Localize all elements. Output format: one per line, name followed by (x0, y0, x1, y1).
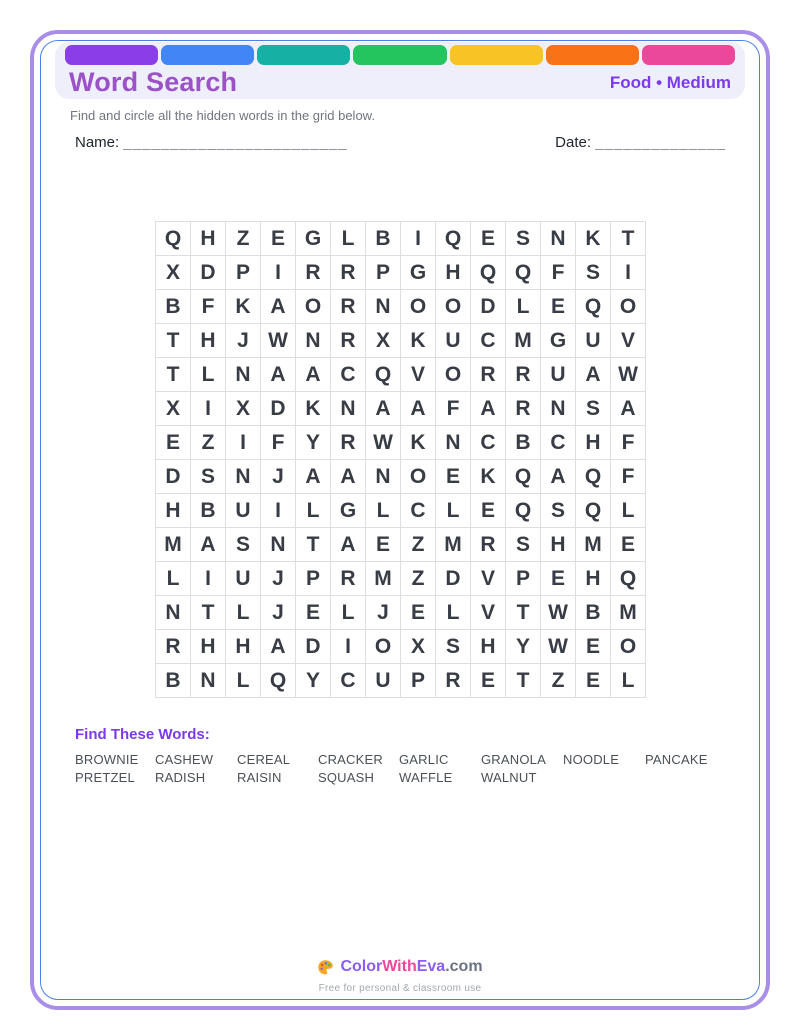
grid-cell: U (226, 494, 261, 528)
grid-cell: M (156, 528, 191, 562)
grid-cell: E (296, 596, 331, 630)
grid-cell: A (261, 290, 296, 324)
grid-cell: F (611, 426, 646, 460)
site-name (340, 958, 482, 976)
grid-cell: S (506, 528, 541, 562)
grid-cell: K (471, 460, 506, 494)
grid-cell: N (541, 392, 576, 426)
grid-cell: T (506, 664, 541, 698)
grid-cell: Q (156, 222, 191, 256)
grid-cell: E (471, 664, 506, 698)
grid-cell: T (156, 358, 191, 392)
grid-cell: V (471, 562, 506, 596)
grid-cell: E (471, 494, 506, 528)
grid-cell: C (471, 426, 506, 460)
word-list-item: PANCAKE (645, 751, 708, 767)
grid-cell: L (296, 494, 331, 528)
grid-cell: R (156, 630, 191, 664)
grid-cell: E (156, 426, 191, 460)
grid-cell: N (366, 290, 401, 324)
title-row (69, 66, 731, 99)
grid-cell: S (576, 256, 611, 290)
grid-cell: L (191, 358, 226, 392)
word-list (75, 750, 740, 786)
grid-cell: L (436, 494, 471, 528)
grid-cell: S (191, 460, 226, 494)
grid-cell: L (331, 596, 366, 630)
site-name-part: Color (340, 958, 383, 975)
grid-cell: X (226, 392, 261, 426)
grid-cell: T (611, 222, 646, 256)
word-list-item: BROWNIE (75, 751, 139, 767)
grid-cell: G (541, 324, 576, 358)
grid-cell: N (541, 222, 576, 256)
grid-cell: D (436, 562, 471, 596)
grid-cell: S (436, 630, 471, 664)
grid-cell: N (226, 460, 261, 494)
date-label: Date: (555, 134, 592, 151)
word-list-item: WAFFLE (399, 769, 453, 785)
grid-cell: Q (506, 460, 541, 494)
grid-cell: N (366, 460, 401, 494)
grid-cell: N (226, 358, 261, 392)
grid-cell: Y (296, 426, 331, 460)
name-blank-line: ________________________ (123, 134, 348, 151)
grid-cell: T (296, 528, 331, 562)
grid-cell: C (331, 358, 366, 392)
grid-cell: A (611, 392, 646, 426)
grid-cell: Q (611, 562, 646, 596)
grid-cell: O (401, 460, 436, 494)
grid-cell: Q (506, 256, 541, 290)
grid-cell: R (331, 426, 366, 460)
grid-cell: S (576, 392, 611, 426)
grid-cell: B (576, 596, 611, 630)
grid-cell: P (366, 256, 401, 290)
grid-cell: K (401, 324, 436, 358)
grid-cell: R (471, 528, 506, 562)
grid-cell: D (156, 460, 191, 494)
word-list-item: SQUASH (318, 769, 375, 785)
grid-cell: A (331, 460, 366, 494)
grid-cell: E (366, 528, 401, 562)
grid-cell: Q (366, 358, 401, 392)
grid-cell: X (366, 324, 401, 358)
name-field (75, 134, 348, 151)
grid-cell: C (401, 494, 436, 528)
grid-cell: I (331, 630, 366, 664)
header-banner (55, 42, 745, 99)
color-bar-segment (161, 45, 254, 65)
word-list-item: PRETZEL (75, 769, 135, 785)
word-list-item: GARLIC (399, 751, 449, 767)
grid-cell: D (471, 290, 506, 324)
grid-cell: N (331, 392, 366, 426)
grid-cell: W (261, 324, 296, 358)
grid-cell: R (296, 256, 331, 290)
name-label: Name: (75, 134, 120, 151)
grid-cell: E (436, 460, 471, 494)
grid-cell: N (191, 664, 226, 698)
grid-cell: A (261, 630, 296, 664)
grid-cell: A (401, 392, 436, 426)
grid-cell: I (261, 256, 296, 290)
grid-cell: J (366, 596, 401, 630)
grid-cell: R (331, 562, 366, 596)
grid-cell: N (296, 324, 331, 358)
grid-cell: H (541, 528, 576, 562)
grid-cell: H (226, 630, 261, 664)
decorative-color-bar (65, 45, 735, 65)
grid-cell: O (366, 630, 401, 664)
grid-cell: H (191, 222, 226, 256)
grid-cell: I (401, 222, 436, 256)
grid-cell: L (226, 596, 261, 630)
grid-cell: L (366, 494, 401, 528)
grid-cell: O (436, 358, 471, 392)
grid-cell: L (331, 222, 366, 256)
grid-cell: V (471, 596, 506, 630)
grid-cell: H (191, 324, 226, 358)
grid-cell: Z (401, 562, 436, 596)
grid-cell: G (401, 256, 436, 290)
grid-cell: N (156, 596, 191, 630)
grid-cell: T (156, 324, 191, 358)
grid-cell: C (541, 426, 576, 460)
grid-cell: S (226, 528, 261, 562)
color-bar-segment (65, 45, 158, 65)
grid-cell: K (296, 392, 331, 426)
grid-cell: P (401, 664, 436, 698)
grid-cell: W (611, 358, 646, 392)
grid-cell: T (191, 596, 226, 630)
grid-cell: R (506, 392, 541, 426)
grid-cell: S (541, 494, 576, 528)
grid-cell: J (261, 460, 296, 494)
grid-cell: U (436, 324, 471, 358)
grid-cell: V (401, 358, 436, 392)
footer-tagline: Free for personal & classroom use (318, 982, 482, 994)
instruction-text: Find and circle all the hidden words in the grid below. (70, 108, 375, 123)
grid-cell: Q (506, 494, 541, 528)
grid-cell: H (156, 494, 191, 528)
grid-cell: I (191, 392, 226, 426)
grid-cell: L (506, 290, 541, 324)
grid-cell: R (506, 358, 541, 392)
grid-cell: Q (436, 222, 471, 256)
grid-cell: G (296, 222, 331, 256)
grid-cell: A (261, 358, 296, 392)
grid-cell: M (506, 324, 541, 358)
word-list-item: CRACKER (318, 751, 383, 767)
grid-cell: H (436, 256, 471, 290)
grid-cell: I (226, 426, 261, 460)
word-search-grid (155, 221, 646, 698)
grid-cell: O (436, 290, 471, 324)
grid-cell: X (156, 256, 191, 290)
word-list-item: RADISH (155, 769, 206, 785)
grid-cell: W (366, 426, 401, 460)
grid-cell: H (576, 426, 611, 460)
grid-cell: H (471, 630, 506, 664)
grid-cell: K (401, 426, 436, 460)
grid-cell: B (506, 426, 541, 460)
grid-cell: X (401, 630, 436, 664)
grid-cell: F (191, 290, 226, 324)
grid-cell: W (541, 596, 576, 630)
grid-cell: H (576, 562, 611, 596)
grid-cell: J (261, 596, 296, 630)
grid-cell: L (611, 664, 646, 698)
grid-cell: Q (471, 256, 506, 290)
grid-cell: U (541, 358, 576, 392)
grid-cell: I (611, 256, 646, 290)
site-name-part: Eva (416, 958, 446, 975)
grid-cell: B (156, 290, 191, 324)
grid-cell: D (191, 256, 226, 290)
difficulty-badge: Food • Medium (609, 72, 731, 92)
word-list-heading: Find These Words: (75, 726, 210, 743)
site-link[interactable] (317, 958, 482, 976)
grid-cell: T (506, 596, 541, 630)
grid-cell: L (611, 494, 646, 528)
grid-cell: E (541, 290, 576, 324)
grid-cell: R (331, 256, 366, 290)
grid-cell: O (401, 290, 436, 324)
grid-cell: E (576, 664, 611, 698)
grid-cell: A (296, 358, 331, 392)
grid-cell: A (191, 528, 226, 562)
grid-cell: E (261, 222, 296, 256)
grid-cell: M (576, 528, 611, 562)
grid-cell: A (366, 392, 401, 426)
word-list-item: RAISIN (237, 769, 282, 785)
grid-cell: E (611, 528, 646, 562)
grid-cell: M (366, 562, 401, 596)
grid-cell: B (191, 494, 226, 528)
grid-cell: A (331, 528, 366, 562)
color-bar-segment (642, 45, 735, 65)
grid-cell: E (471, 222, 506, 256)
grid-cell: A (576, 358, 611, 392)
grid-cell: C (331, 664, 366, 698)
grid-cell: F (261, 426, 296, 460)
grid-cell: Q (576, 494, 611, 528)
grid-cell: K (226, 290, 261, 324)
grid-cell: B (366, 222, 401, 256)
grid-cell: Z (191, 426, 226, 460)
grid-cell: A (296, 460, 331, 494)
color-bar-segment (450, 45, 543, 65)
grid-cell: D (261, 392, 296, 426)
grid-cell: P (296, 562, 331, 596)
grid-cell: L (156, 562, 191, 596)
grid-cell: Y (296, 664, 331, 698)
word-list-item: CASHEW (155, 751, 214, 767)
page-title: Word Search (69, 67, 238, 97)
grid-cell: W (541, 630, 576, 664)
date-blank-line: ______________ (595, 134, 726, 151)
grid-cell: R (436, 664, 471, 698)
site-name-part: With (382, 958, 417, 975)
color-bar-segment (546, 45, 639, 65)
site-name-part: .com (445, 958, 483, 975)
date-field (555, 134, 726, 151)
grid-cell: Z (401, 528, 436, 562)
grid-cell: H (191, 630, 226, 664)
grid-cell: F (436, 392, 471, 426)
grid-cell: R (331, 324, 366, 358)
grid-cell: F (611, 460, 646, 494)
grid-cell: U (226, 562, 261, 596)
grid-cell: P (226, 256, 261, 290)
grid-cell: X (156, 392, 191, 426)
grid-cell: E (401, 596, 436, 630)
grid-cell: R (471, 358, 506, 392)
palette-icon (317, 959, 334, 976)
grid-cell: Q (261, 664, 296, 698)
grid-cell: A (471, 392, 506, 426)
grid-cell: Y (506, 630, 541, 664)
color-bar-segment (353, 45, 446, 65)
grid-cell: A (541, 460, 576, 494)
grid-cell: I (261, 494, 296, 528)
grid-cell: C (471, 324, 506, 358)
color-bar-segment (257, 45, 350, 65)
grid-cell: F (541, 256, 576, 290)
grid-cell: M (436, 528, 471, 562)
grid-cell: L (436, 596, 471, 630)
grid-cell: N (436, 426, 471, 460)
name-date-row (75, 134, 726, 151)
grid-cell: M (611, 596, 646, 630)
grid-cell: K (576, 222, 611, 256)
grid-cell: U (576, 324, 611, 358)
grid-cell: O (611, 630, 646, 664)
word-list-item: NOODLE (563, 751, 620, 767)
word-list-item: WALNUT (481, 769, 537, 785)
grid-cell: O (611, 290, 646, 324)
grid-cell: V (611, 324, 646, 358)
grid-cell: B (156, 664, 191, 698)
grid-cell: Q (576, 460, 611, 494)
grid-cell: P (506, 562, 541, 596)
grid-cell: E (576, 630, 611, 664)
grid-cell: O (296, 290, 331, 324)
word-list-item: GRANOLA (481, 751, 546, 767)
footer (0, 958, 800, 994)
grid-cell: S (506, 222, 541, 256)
grid-cell: J (261, 562, 296, 596)
grid-cell: L (226, 664, 261, 698)
grid-cell: R (331, 290, 366, 324)
grid-cell: J (226, 324, 261, 358)
grid-cell: I (191, 562, 226, 596)
grid-cell: E (541, 562, 576, 596)
grid-cell: Z (541, 664, 576, 698)
grid-cell: N (261, 528, 296, 562)
grid-cell: Q (576, 290, 611, 324)
grid-cell: D (296, 630, 331, 664)
word-list-item: CEREAL (237, 751, 291, 767)
grid-cell: G (331, 494, 366, 528)
grid-cell: Z (226, 222, 261, 256)
grid-cell: U (366, 664, 401, 698)
